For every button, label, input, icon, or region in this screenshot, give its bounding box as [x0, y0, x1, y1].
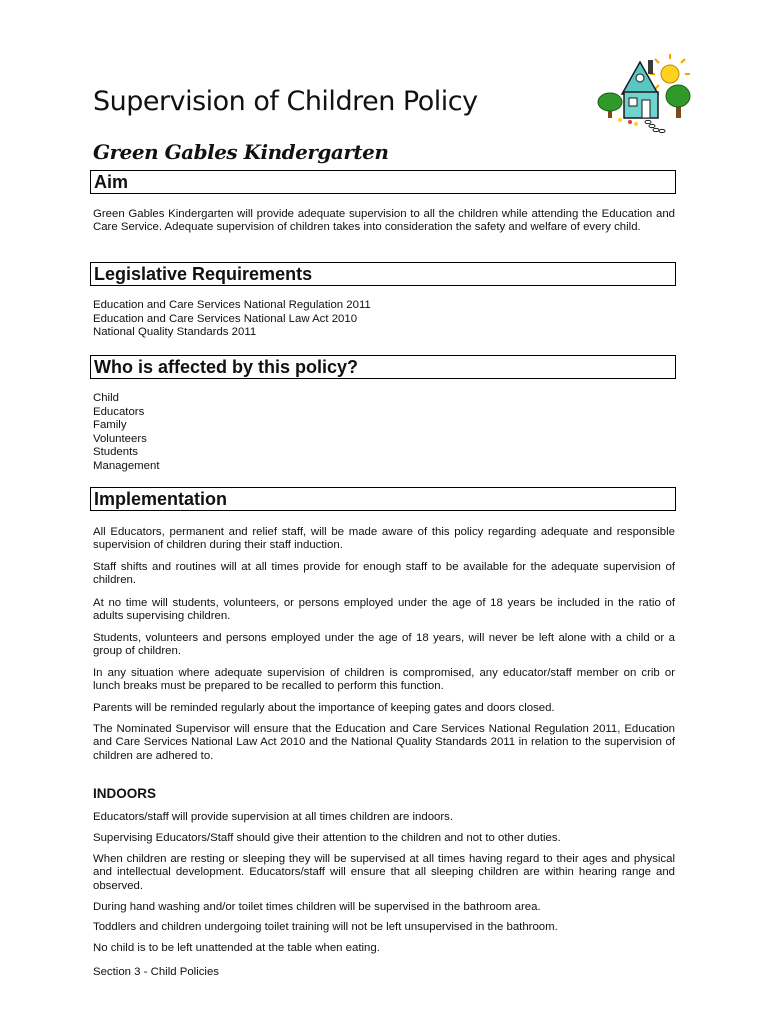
- indoors-paragraph: When children are resting or sleeping they will be supervised at all times having regard to their ages and physical and intellectual development. Educators/staff will ensure that all sleeping children are within hearing range and observed.: [93, 853, 675, 892]
- indoors-paragraph: During hand washing and/or toilet times children will be supervised in the bathroom area.: [93, 901, 541, 913]
- footer-section-label: Section 3 - Child Policies: [93, 966, 219, 978]
- implementation-paragraph: Staff shifts and routines will at all times provide for enough staff to be available for the adequate supervision of children.: [93, 561, 675, 587]
- list-item: Students: [93, 446, 138, 458]
- list-item: Family: [93, 419, 127, 431]
- implementation-paragraph: Students, volunteers and persons employed under the age of 18 years, will never be left alone with a child or a group of children.: [93, 632, 675, 658]
- implementation-paragraph: Parents will be reminded regularly about the importance of keeping gates and doors closed.: [93, 702, 555, 714]
- implementation-paragraph: The Nominated Supervisor will ensure that the Education and Care Services National Regulation 2011, Education and Care Services National Law Act 2010 and the National Quality Standards 2011 in relation to the supervision of children are adhered to.: [93, 723, 675, 762]
- list-item: Educators: [93, 405, 145, 418]
- indoors-paragraph: Toddlers and children undergoing toilet training will not be left unsupervised in the bathroom.: [93, 921, 558, 933]
- affected-list: [93, 392, 160, 473]
- legislative-list: [93, 299, 371, 340]
- tree-icon: [598, 93, 622, 118]
- affected-heading: Who is affected by this policy?: [90, 355, 676, 379]
- implementation-paragraph: All Educators, permanent and relief staff, will be made aware of this policy regarding adequate and responsible supervision of children during their staff induction.: [93, 526, 675, 552]
- list-item: Education and Care Services National Regulation 2011: [93, 299, 371, 311]
- page-title: Supervision of Children Policy: [93, 86, 478, 117]
- list-item: Volunteers: [93, 432, 147, 445]
- legislative-heading: Legislative Requirements: [90, 262, 676, 286]
- indoors-paragraph: Supervising Educators/Staff should give their attention to the children and not to other duties.: [93, 832, 561, 844]
- house-icon: [622, 60, 658, 118]
- indoors-heading: INDOORS: [93, 786, 157, 801]
- indoors-paragraph: No child is to be left unattended at the table when eating.: [93, 942, 380, 954]
- list-item: National Quality Standards 2011: [93, 326, 257, 338]
- list-item: Education and Care Services National Law Act 2010: [93, 312, 358, 325]
- tree-icon: [666, 85, 690, 118]
- list-item: Management: [93, 459, 160, 472]
- implementation-paragraph: In any situation where adequate supervision of children is compromised, any educator/staff member on crib or lunch breaks must be prepared to be recalled to perform this function.: [93, 667, 675, 693]
- implementation-heading: Implementation: [90, 487, 676, 511]
- implementation-paragraph: At no time will students, volunteers, or persons employed under the age of 18 years be included in the ratio of adults supervising children.: [93, 597, 675, 623]
- page-subtitle: Green Gables Kindergarten: [93, 140, 389, 164]
- aim-text: Green Gables Kindergarten will provide adequate supervision to all the children while attending the Education and Care Service. Adequate supervision of children takes into consideration the safety and welfare of every child.: [93, 208, 675, 234]
- list-item: Child: [93, 392, 119, 404]
- indoors-paragraph: Educators/staff will provide supervision at all times children are indoors.: [93, 811, 454, 823]
- aim-heading: Aim: [90, 170, 676, 194]
- house-with-sun-and-trees-icon: [596, 50, 692, 134]
